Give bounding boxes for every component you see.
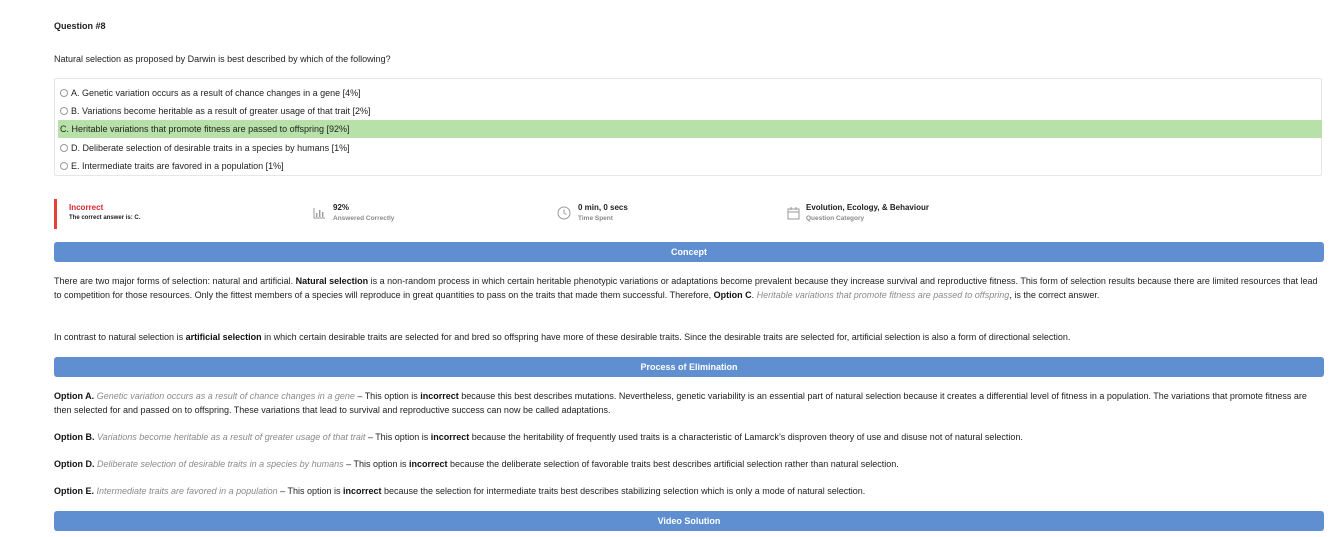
- result-stats: [54, 199, 1324, 229]
- concept-p1-text-e: .: [751, 290, 757, 300]
- result-status: [69, 203, 140, 221]
- elimination-pre: – This option is: [277, 486, 343, 496]
- time-label: Time Spent: [578, 215, 613, 222]
- concept-p1-text-a: There are two major forms of selection: natural and artificial.: [54, 276, 296, 286]
- correct-answer-note: The correct answer is: C.: [69, 215, 141, 221]
- percent-value: 92%: [333, 203, 350, 212]
- elimination-option-label: Option B.: [54, 432, 95, 442]
- elimination-option-label: Option D.: [54, 459, 95, 469]
- concept-p1-text-c: is a non-random process in which certain heritable phenotypic variations or adaptations become prevalent because they increase survival and reproductive fitness. This form of selection results because there are limited resources that lead to competition for those resources. Only the fittest members of a species will reproduce in great quantities to pass on the traits that made them successful. Therefore,: [54, 276, 1318, 300]
- elimination-quote: Deliberate selection of desirable traits in a species by humans: [97, 459, 344, 469]
- option-b-label: B. Variations become heritable as a result of greater usage of that trait [2%]: [71, 105, 371, 116]
- elimination-verdict: incorrect: [430, 432, 470, 442]
- concept-answer-quote: Heritable variations that promote fitness are passed to offspring: [756, 290, 1010, 300]
- option-d[interactable]: [58, 139, 1322, 156]
- concept-p1-text-g: , is the correct answer.: [1009, 290, 1100, 300]
- concept-option-c: Option C: [713, 290, 752, 300]
- elimination-explanation: because this best describes mutations. Nevertheless, genetic variability is an essential part of natural selection because it creates a differential level of fitness in a population. The variations that promote fitness are then selected for and passed on to offspring. These variations that lead to survival and reproductive success can now be called adaptations.: [54, 391, 1307, 415]
- elimination-option-label: Option A.: [54, 391, 95, 401]
- video-solution-header[interactable]: Video Solution: [54, 511, 1324, 531]
- elimination-item: [54, 430, 1322, 444]
- concept-header[interactable]: Concept: [54, 242, 1324, 262]
- elimination-quote: Variations become heritable as a result of greater usage of that trait: [97, 432, 366, 442]
- question-text: Natural selection as proposed by Darwin is best described by which of the following?: [54, 54, 391, 64]
- result-label: Incorrect: [69, 203, 104, 212]
- elimination-explanation: because the deliberate selection of favorable traits best describes artificial selection rather than natural selection.: [447, 459, 899, 469]
- elimination-explanation: because the selection for intermediate traits best describes stabilizing selection which is only a mode of natural selection.: [381, 486, 866, 496]
- option-a[interactable]: [58, 84, 1322, 101]
- option-a-label: A. Genetic variation occurs as a result of chance changes in a gene [4%]: [71, 87, 361, 98]
- time-stat: [578, 203, 628, 222]
- elimination-item: [54, 457, 1322, 471]
- elimination-verdict: incorrect: [409, 459, 448, 469]
- category-stat: [806, 203, 929, 222]
- elimination-pre: – This option is: [365, 432, 431, 442]
- option-e[interactable]: [58, 157, 1322, 174]
- elimination-pre: – This option is: [343, 459, 410, 469]
- category-value: Evolution, Ecology, & Behaviour: [806, 203, 929, 212]
- elimination-pre: – This option is: [354, 391, 421, 401]
- option-c[interactable]: [58, 120, 1322, 138]
- result-accent-bar: [54, 199, 57, 229]
- calendar-icon: [787, 206, 800, 220]
- option-c-label: C. Heritable variations that promote fitness are passed to offspring [92%]: [60, 124, 350, 134]
- percent-stat: [333, 203, 394, 222]
- radio-b[interactable]: [60, 107, 68, 115]
- radio-e[interactable]: [60, 162, 68, 170]
- elimination-quote: Intermediate traits are favored in a population: [96, 486, 278, 496]
- elimination-option-label: Option E.: [54, 486, 94, 496]
- concept-paragraph-1: [54, 274, 1322, 302]
- elimination-verdict: incorrect: [343, 486, 382, 496]
- answer-options: [54, 78, 1322, 176]
- elimination-explanation: because the heritability of frequently used traits is a characteristic of Lamarck’s disproven theory of use and disuse not of natural selection.: [469, 432, 1023, 442]
- option-d-label: D. Deliberate selection of desirable traits in a species by humans [1%]: [71, 142, 350, 153]
- concept-term-natural: Natural selection: [295, 276, 369, 286]
- option-e-label: E. Intermediate traits are favored in a population [1%]: [71, 160, 284, 171]
- concept-p2-text-c: in which certain desirable traits are selected for and bred so offspring have more of these desirable traits. Since the desirable traits are selected for, artificial selection is also a form of directional selection.: [261, 332, 1071, 342]
- concept-p2-text-a: In contrast to natural selection is: [54, 332, 186, 342]
- radio-d[interactable]: [60, 144, 68, 152]
- time-value: 0 min, 0 secs: [578, 203, 628, 212]
- elimination-header[interactable]: Process of Elimination: [54, 357, 1324, 377]
- percent-label: Answered Correctly: [333, 215, 395, 222]
- elimination-item: [54, 484, 1322, 498]
- concept-paragraph-2: [54, 330, 1322, 344]
- category-label: Question Category: [806, 215, 865, 222]
- question-title: Question #8: [54, 21, 106, 31]
- bar-chart-icon: [313, 207, 326, 219]
- elimination-verdict: incorrect: [420, 391, 459, 401]
- elimination-item: [54, 389, 1322, 417]
- elimination-quote: Genetic variation occurs as a result of chance changes in a gene: [96, 391, 355, 401]
- radio-a[interactable]: [60, 89, 68, 97]
- option-b[interactable]: [58, 102, 1322, 119]
- clock-icon: [557, 206, 571, 220]
- concept-term-artificial: artificial selection: [185, 332, 262, 342]
